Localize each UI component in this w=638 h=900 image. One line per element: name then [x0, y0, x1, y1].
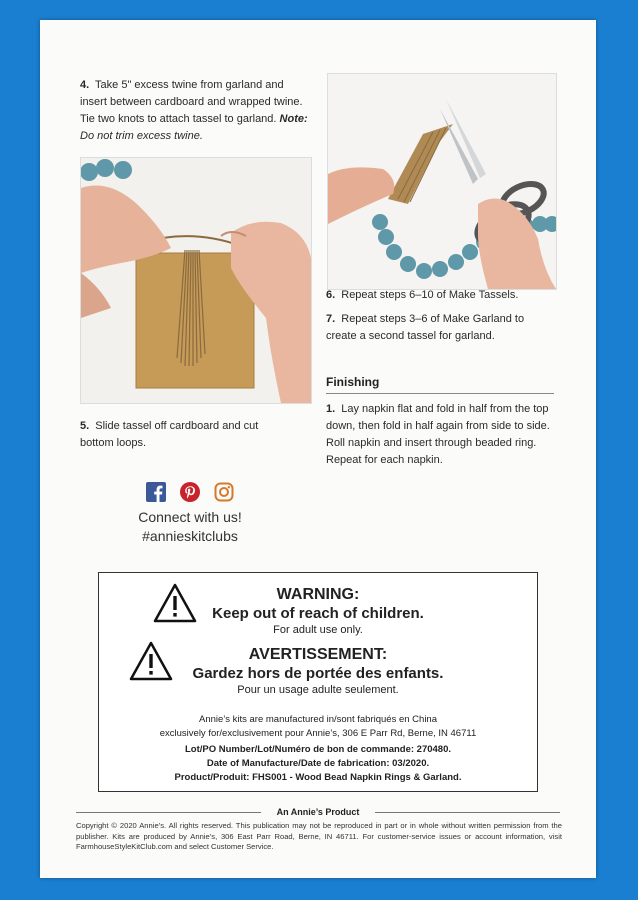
scissors-tassel-photo — [327, 73, 557, 290]
manufacture-line-1: Annie’s kits are manufactured in/sont fabriqués en China — [199, 714, 437, 725]
social-section — [130, 482, 250, 546]
finishing-heading: Finishing — [326, 375, 554, 394]
step-4-note-text: Do not trim excess twine. — [80, 130, 203, 142]
product-name: Product/Produit: FHS001 - Wood Bead Napkin Rings & Garland. — [174, 772, 462, 783]
annies-product-label: An Annie’s Product — [276, 807, 360, 817]
manufacture-date: Date of Manufacture/Date de fabrication: 03/2020. — [206, 758, 430, 769]
instagram-icon[interactable] — [214, 482, 234, 502]
warning-note: For adult use only. — [273, 624, 363, 636]
warning-box — [98, 572, 538, 792]
step-6 — [326, 287, 558, 304]
step-5-text: Slide tassel off cardboard and cut bottom loops. — [80, 420, 259, 449]
step-4-number: 4. — [80, 79, 90, 91]
step-7-number: 7. — [326, 313, 336, 325]
step-7 — [326, 311, 548, 345]
step-5 — [80, 418, 286, 452]
step-7-text: Repeat steps 3–6 of Make Garland to create a second tassel for garland. — [326, 313, 525, 342]
avertissement-title: AVERTISSEMENT: — [248, 646, 388, 663]
facebook-icon[interactable] — [146, 482, 166, 502]
avertissement-note: Pour un usage adulte seulement. — [237, 684, 399, 696]
step-4-text: Take 5" excess twine from garland and insert between cardboard and wrapped twine. Tie two knots to attach tassel to garland. — [80, 79, 303, 125]
finishing-step-1-text: Lay napkin flat and fold in half from the top down, then fold in half again from side to side. Roll napkin and insert through beaded ring. Repeat for each napkin. — [326, 403, 550, 466]
product-info — [99, 743, 537, 785]
hashtag-text[interactable]: #annieskitclubs — [142, 528, 238, 544]
lot-number: Lot/PO Number/Lot/Numéro de bon de commande: 270480. — [184, 744, 452, 755]
step-5-number: 5. — [80, 420, 90, 432]
pinterest-icon[interactable] — [180, 482, 200, 502]
warning-title: WARNING: — [276, 586, 360, 603]
step-6-text: Repeat steps 6–10 of Make Tassels. — [341, 289, 519, 301]
instruction-page — [40, 20, 596, 878]
connect-text: Connect with us! — [138, 509, 242, 525]
warning-subtitle: Keep out of reach of children. — [212, 605, 424, 622]
finishing-step-1-number: 1. — [326, 403, 336, 415]
social-icons — [130, 482, 250, 502]
finishing-step-1 — [326, 401, 554, 469]
avertissement-subtitle: Gardez hors de portée des enfants. — [192, 665, 444, 682]
step-4-note-label: Note: — [279, 113, 308, 125]
manufacture-info — [99, 713, 537, 741]
step-6-number: 6. — [326, 289, 336, 301]
manufacture-line-2: exclusively for/exclusivement pour Annie’s, 306 E Parr Rd, Berne, IN 46711 — [159, 728, 477, 739]
tassel-cardboard-photo — [80, 157, 312, 404]
copyright-text: Copyright © 2020 Annie’s. All rights reserved. This publication may not be reproduced in part or in whole without written permission from the publisher. Kits are produced by Annie’s, 306 East Parr Road, Berne, IN 46711. For customer-service issues or account information, visit FarmhouseStyleKitClub.com and select Customer Service. — [76, 821, 562, 851]
footer-divider — [76, 806, 560, 818]
step-4 — [80, 77, 312, 145]
